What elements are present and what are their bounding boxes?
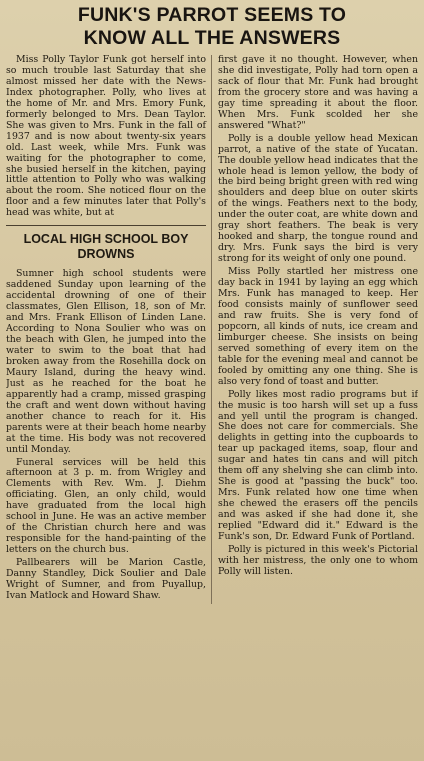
drowning-paragraph-1: Sumner high school students were saddened Sunday upon learning of the accidental drowning of one of their classmates, Glen Ellison, 18, son of Mr. and Mrs. Frank Ellison of Linden Lane. According to Nona Soulier who was on the beach with Glen, he jumped into the water to swim to the boat that had broken away from the Rosehilla dock on Maury Island, during the heavy wind. Just as he reached for the boat he apparently had a cramp, missed grasping the craft and went down without having another chance to reach for it. His parents were at their beach home nearby at the time. His body was not recovered until Monday. bbox=[6, 268, 206, 455]
drowning-subhead-line-2: DROWNS bbox=[77, 247, 135, 262]
section-divider bbox=[6, 225, 206, 226]
headline-line-2: KNOW ALL THE ANSWERS bbox=[83, 27, 341, 49]
left-column bbox=[6, 55, 212, 604]
parrot-paragraph-5: Polly likes most radio programs but if the music is too harsh will set up a fuss and yell until the program is changed. She does not care for commercials. She delights in getting into the cupboards to tear up packaged items, soap, flour and sugar and hates tin cans and will pitch them off any shelving she can climb into. She is good at "passing the buck" too. Mrs. Funk related how one time when she chewed the erasers off the pencils and was asked if she had done it, she replied "Edward did it." Edward is the Funk's son, Dr. Edward Funk of Portland. bbox=[218, 388, 418, 542]
parrot-paragraph-6: Polly is pictured in this week's Pictorial with her mistress, the only one to whom Polly will listen. bbox=[218, 543, 418, 577]
parrot-paragraph-2: first gave it no thought. However, when she did investigate, Polly had torn open a sack of flour that Mr. Funk had brought from the grocery store and was having a gay time spreading it about the floor. When Mrs. Funk scolded her she answered "What?" bbox=[218, 55, 418, 131]
parrot-paragraph-1: Miss Polly Taylor Funk got herself into so much trouble last Saturday that she almost missed her date with the News-Index photographer. Polly, who lives at the home of Mr. and Mrs. Emory Funk, formerly belonged to Mrs. Dean Taylor. She was given to Mrs. Funk in the fall of 1937 and is now about twenty-six years old. Last week, while Mrs. Funk was waiting for the photographer to come, she busied herself in the kitchen, paying little attention to Polly who was walking about the room. She noticed flour on the floor and a few minutes later that Polly's head was white, but at bbox=[6, 55, 206, 219]
parrot-paragraph-4: Miss Polly startled her mistress one day back in 1941 by laying an egg which Mrs. Funk has managed to keep. Her food consists mainly of sunflower seed and raw fruits. She is very fond of popcorn, all kinds of nuts, ice cream and limburger cheese. She insists on being served something of every item on the table for the evening meal and cannot be fooled by omitting any one thing. She is also very fond of toast and butter. bbox=[218, 266, 418, 387]
parrot-paragraph-3: Polly is a double yellow head Mexican parrot, a native of the state of Yucatan. The double yellow head indicates that the whole head is lemon yellow, the body of the bird being bright green with red wing shoulders and deep blue on outer skirts of the wings. Feathers next to the body, under the outer coat, are white down and gray short feathers. The beak is very hooked and sharp, the tongue round and dry. Mrs. Funk says the bird is very strong for its weight of only one pound. bbox=[218, 132, 418, 265]
drowning-paragraph-2: Funeral services will be held this afternoon at 3 p. m. from Wrigley and Clements with Rev. Wm. J. Diehm officiating. Glen, an only child, would have graduated from the local high school in June. He was an active member of the Christian church here and was responsible for the hand-painting of the letters on the church bus. bbox=[6, 456, 206, 556]
headline bbox=[6, 4, 418, 50]
drowning-subhead-line-1: LOCAL HIGH SCHOOL BOY bbox=[23, 232, 189, 247]
drowning-subhead bbox=[6, 232, 206, 262]
headline-line-1: FUNK'S PARROT SEEMS TO bbox=[77, 4, 347, 26]
right-column bbox=[218, 55, 418, 604]
drowning-paragraph-3: Pallbearers will be Marion Castle, Danny Standley, Dick Soulier and Dale Wright of Sumner, and from Puyallup, Ivan Matlock and Howard Shaw. bbox=[6, 557, 206, 601]
article-columns bbox=[6, 55, 418, 604]
